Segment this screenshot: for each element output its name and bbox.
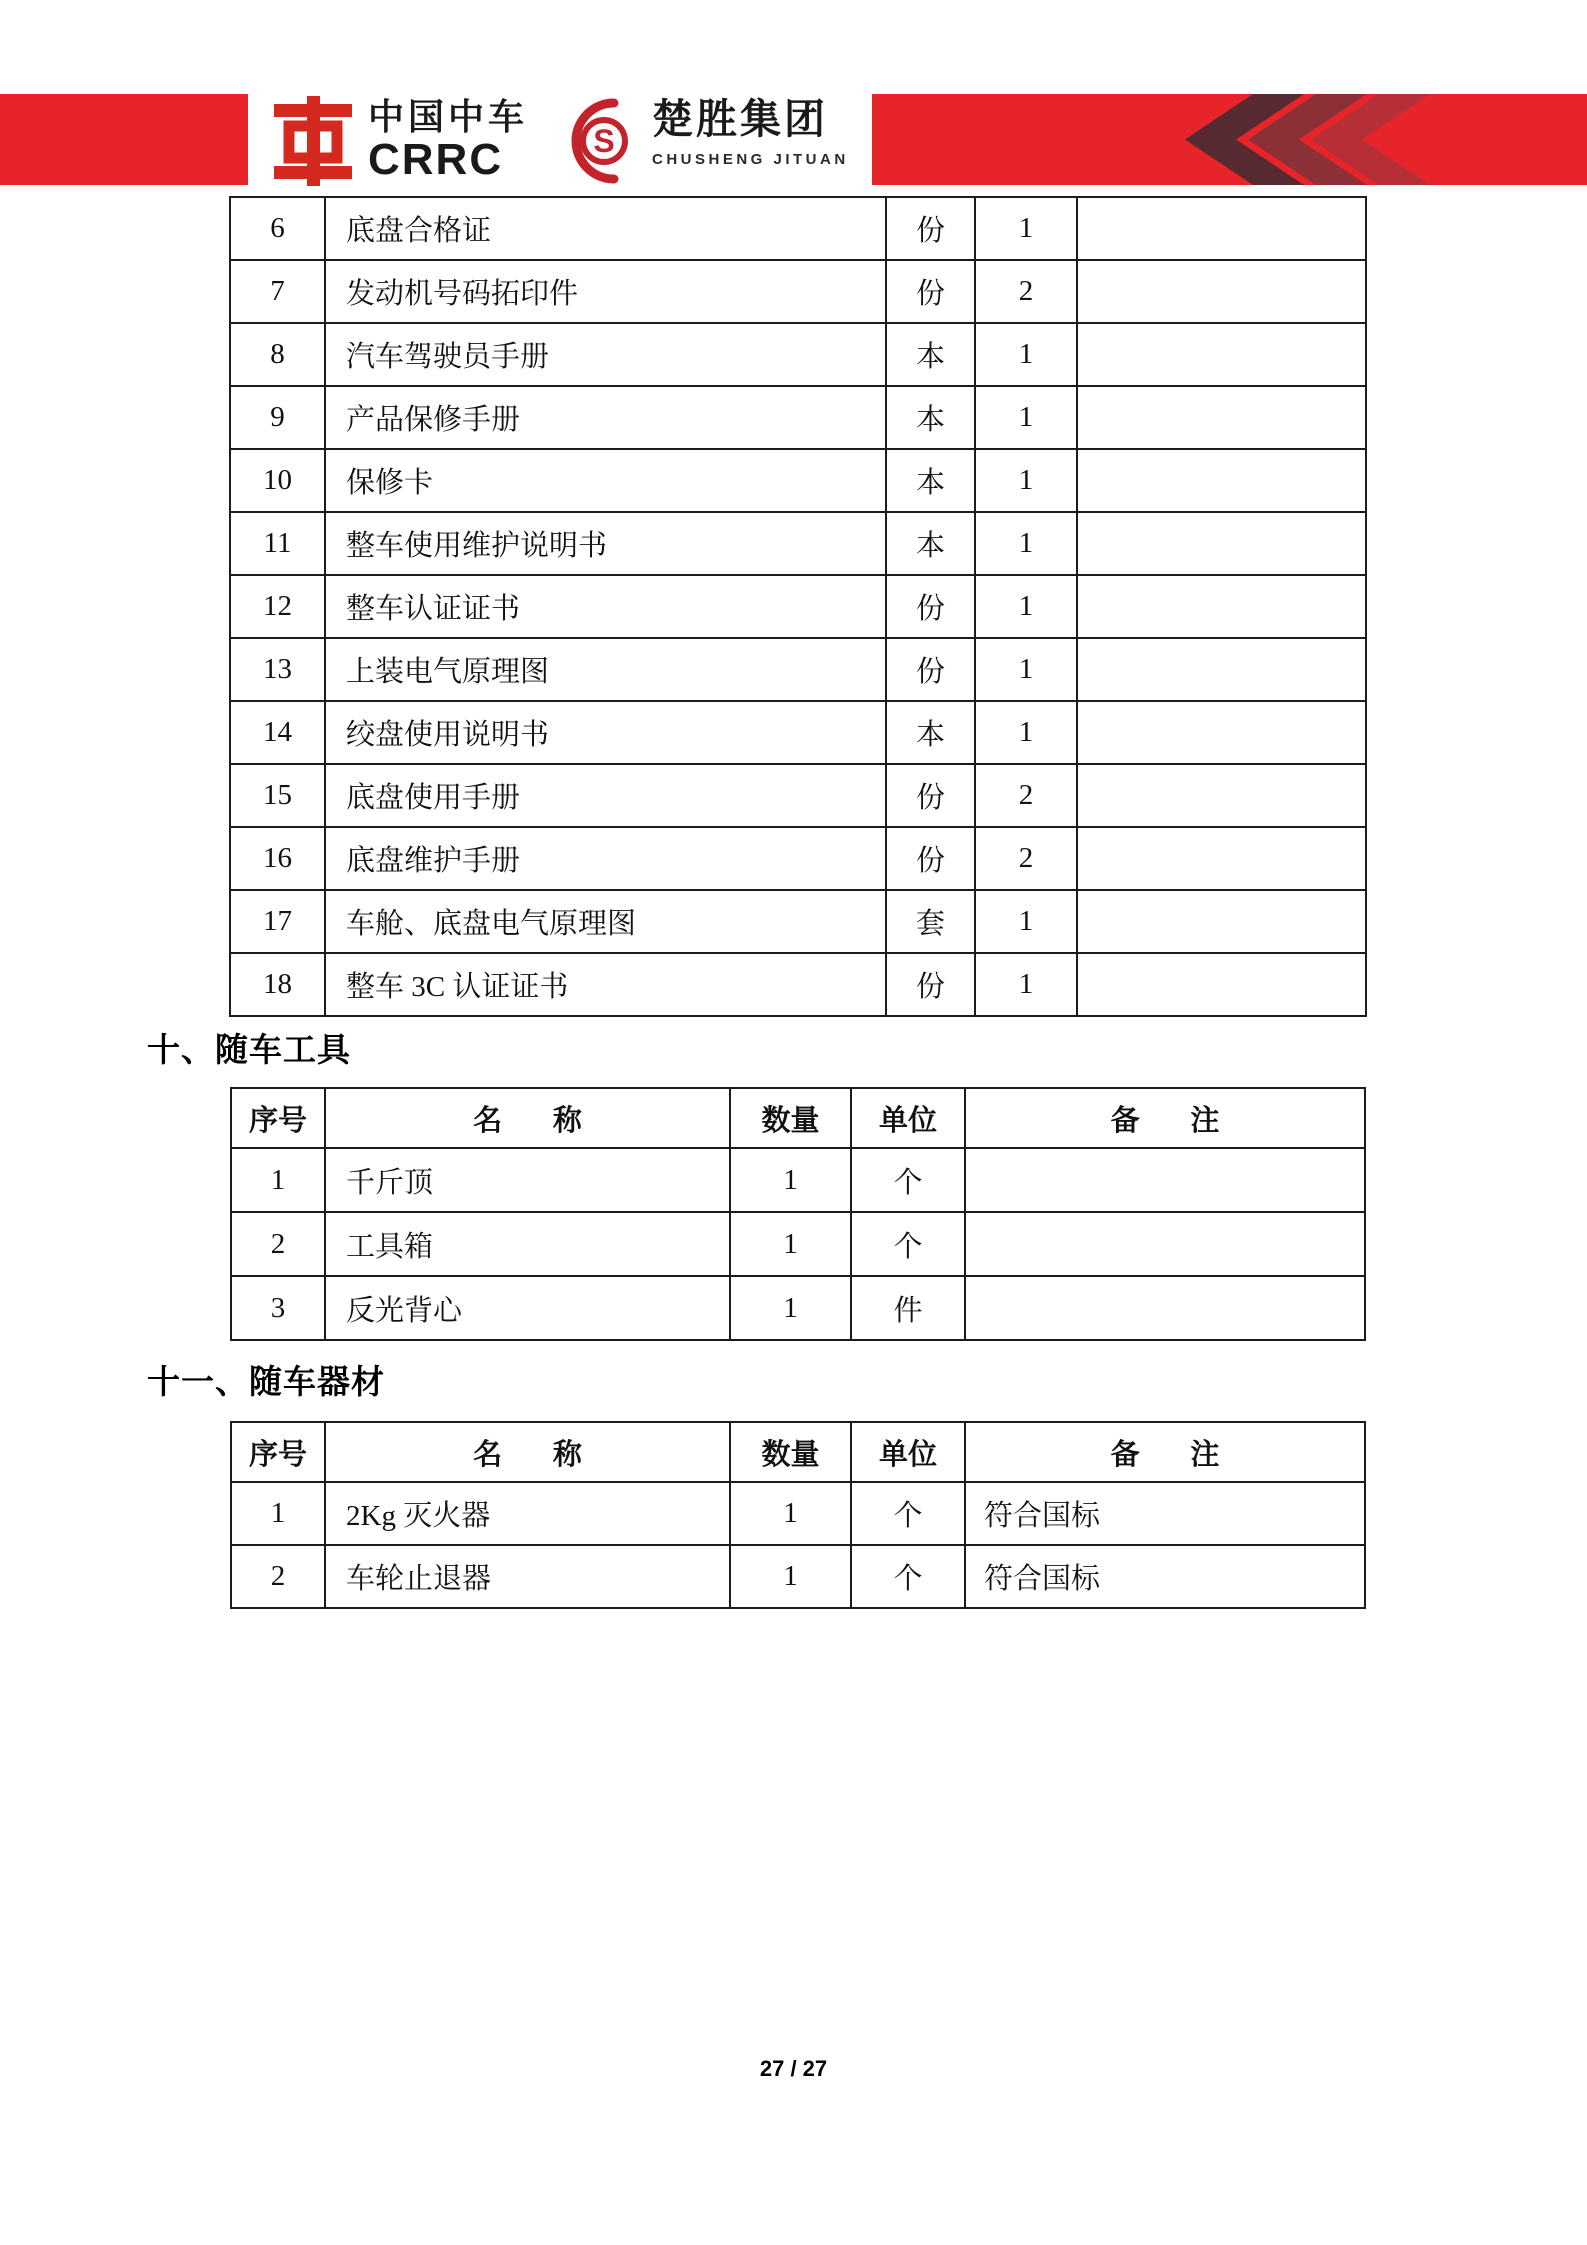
col-header-name: 名 称 — [325, 1088, 730, 1148]
item-name-cell: 底盘使用手册 — [325, 764, 886, 827]
qty-cell: 2 — [975, 260, 1077, 323]
remark-cell — [1077, 449, 1366, 512]
remark-cell — [965, 1148, 1365, 1212]
remark-cell — [1077, 323, 1366, 386]
chusheng-wordmark — [652, 96, 849, 168]
tools-table — [230, 1087, 1366, 1341]
item-name-cell: 上装电气原理图 — [325, 638, 886, 701]
unit-cell: 本 — [886, 386, 975, 449]
unit-cell: 份 — [886, 827, 975, 890]
section-heading-tools: 十、随车工具 — [147, 1033, 351, 1069]
crrc-logo-icon — [272, 96, 354, 186]
row-number-cell: 17 — [230, 890, 325, 953]
qty-cell: 1 — [730, 1212, 851, 1276]
row-number-cell: 3 — [231, 1276, 325, 1340]
table-row — [231, 1212, 1365, 1276]
row-number-cell: 11 — [230, 512, 325, 575]
table-row — [230, 512, 1366, 575]
row-number-cell: 10 — [230, 449, 325, 512]
table-row — [230, 449, 1366, 512]
remark-cell: 符合国标 — [965, 1482, 1365, 1545]
qty-cell: 2 — [975, 764, 1077, 827]
table-row — [231, 1545, 1365, 1608]
row-number-cell: 9 — [230, 386, 325, 449]
col-header-remark: 备 注 — [965, 1088, 1365, 1148]
qty-cell: 1 — [975, 638, 1077, 701]
qty-cell: 1 — [730, 1148, 851, 1212]
item-name-cell: 2Kg 灭火器 — [325, 1482, 730, 1545]
unit-cell: 本 — [886, 449, 975, 512]
row-number-cell: 15 — [230, 764, 325, 827]
qty-cell: 1 — [730, 1545, 851, 1608]
crrc-wordmark — [368, 96, 529, 184]
item-name-cell: 汽车驾驶员手册 — [325, 323, 886, 386]
crrc-latin-name: CRRC — [368, 135, 504, 184]
chusheng-chinese-name: 楚胜集团 — [652, 96, 828, 142]
crrc-chinese-name: 中国中车 — [368, 96, 529, 137]
item-name-cell: 车轮止退器 — [325, 1545, 730, 1608]
col-header-index: 序号 — [231, 1422, 325, 1482]
documents-table — [229, 196, 1367, 1017]
table-row — [231, 1148, 1365, 1212]
qty-cell: 1 — [975, 575, 1077, 638]
table-row — [230, 764, 1366, 827]
chusheng-logo-icon — [552, 96, 642, 186]
qty-cell: 1 — [975, 890, 1077, 953]
qty-cell: 1 — [975, 701, 1077, 764]
table-row — [231, 1482, 1365, 1545]
unit-cell: 个 — [851, 1148, 965, 1212]
remark-cell — [1077, 953, 1366, 1016]
table-header-row — [231, 1088, 1365, 1148]
remark-cell — [1077, 386, 1366, 449]
remark-cell — [1077, 890, 1366, 953]
table-row — [230, 638, 1366, 701]
unit-cell: 件 — [851, 1276, 965, 1340]
unit-cell: 本 — [886, 701, 975, 764]
table-row — [230, 197, 1366, 260]
remark-cell — [965, 1212, 1365, 1276]
table-row — [230, 827, 1366, 890]
col-header-unit: 单位 — [851, 1088, 965, 1148]
row-number-cell: 7 — [230, 260, 325, 323]
unit-cell: 本 — [886, 512, 975, 575]
unit-cell: 本 — [886, 323, 975, 386]
remark-cell — [1077, 638, 1366, 701]
remark-cell: 符合国标 — [965, 1545, 1365, 1608]
table-row — [230, 575, 1366, 638]
unit-cell: 份 — [886, 197, 975, 260]
item-name-cell: 产品保修手册 — [325, 386, 886, 449]
page-number: 27 / 27 — [759, 2056, 828, 2081]
table-row — [230, 323, 1366, 386]
unit-cell: 份 — [886, 575, 975, 638]
row-number-cell: 2 — [231, 1545, 325, 1608]
remark-cell — [1077, 764, 1366, 827]
row-number-cell: 1 — [231, 1148, 325, 1212]
table-row — [230, 260, 1366, 323]
row-number-cell: 16 — [230, 827, 325, 890]
unit-cell: 个 — [851, 1545, 965, 1608]
qty-cell: 1 — [730, 1276, 851, 1340]
chevron-icon — [1311, 94, 1481, 185]
item-name-cell: 发动机号码拓印件 — [325, 260, 886, 323]
item-name-cell: 整车认证证书 — [325, 575, 886, 638]
item-name-cell: 整车 3C 认证证书 — [325, 953, 886, 1016]
qty-cell: 1 — [730, 1482, 851, 1545]
table-row — [230, 953, 1366, 1016]
row-number-cell: 6 — [230, 197, 325, 260]
item-name-cell: 反光背心 — [325, 1276, 730, 1340]
col-header-remark: 备 注 — [965, 1422, 1365, 1482]
unit-cell: 个 — [851, 1482, 965, 1545]
unit-cell: 套 — [886, 890, 975, 953]
row-number-cell: 1 — [231, 1482, 325, 1545]
qty-cell: 1 — [975, 323, 1077, 386]
table-row — [231, 1276, 1365, 1340]
unit-cell: 个 — [851, 1212, 965, 1276]
row-number-cell: 18 — [230, 953, 325, 1016]
table-header-row — [231, 1422, 1365, 1482]
table-row — [230, 386, 1366, 449]
section-heading-equipment: 十一、随车器材 — [147, 1365, 385, 1401]
unit-cell: 份 — [886, 953, 975, 1016]
table-row — [230, 701, 1366, 764]
qty-cell: 1 — [975, 953, 1077, 1016]
unit-cell: 份 — [886, 638, 975, 701]
qty-cell: 1 — [975, 512, 1077, 575]
col-header-qty: 数量 — [730, 1422, 851, 1482]
row-number-cell: 2 — [231, 1212, 325, 1276]
row-number-cell: 8 — [230, 323, 325, 386]
remark-cell — [1077, 512, 1366, 575]
table-row — [230, 890, 1366, 953]
col-header-name: 名 称 — [325, 1422, 730, 1482]
remark-cell — [1077, 197, 1366, 260]
col-header-index: 序号 — [231, 1088, 325, 1148]
remark-cell — [965, 1276, 1365, 1340]
col-header-qty: 数量 — [730, 1088, 851, 1148]
item-name-cell: 绞盘使用说明书 — [325, 701, 886, 764]
item-name-cell: 底盘维护手册 — [325, 827, 886, 890]
item-name-cell: 底盘合格证 — [325, 197, 886, 260]
item-name-cell: 工具箱 — [325, 1212, 730, 1276]
item-name-cell: 车舱、底盘电气原理图 — [325, 890, 886, 953]
item-name-cell: 整车使用维护说明书 — [325, 512, 886, 575]
remark-cell — [1077, 260, 1366, 323]
qty-cell: 2 — [975, 827, 1077, 890]
row-number-cell: 13 — [230, 638, 325, 701]
row-number-cell: 12 — [230, 575, 325, 638]
col-header-unit: 单位 — [851, 1422, 965, 1482]
remark-cell — [1077, 701, 1366, 764]
row-number-cell: 14 — [230, 701, 325, 764]
equipment-table — [230, 1421, 1366, 1609]
remark-cell — [1077, 827, 1366, 890]
unit-cell: 份 — [886, 260, 975, 323]
svg-text:S: S — [593, 123, 615, 159]
unit-cell: 份 — [886, 764, 975, 827]
item-name-cell: 保修卡 — [325, 449, 886, 512]
chusheng-latin-name: CHUSHENG JITUAN — [652, 151, 849, 168]
qty-cell: 1 — [975, 386, 1077, 449]
item-name-cell: 千斤顶 — [325, 1148, 730, 1212]
qty-cell: 1 — [975, 197, 1077, 260]
qty-cell: 1 — [975, 449, 1077, 512]
remark-cell — [1077, 575, 1366, 638]
header-red-bar-left — [0, 94, 248, 185]
